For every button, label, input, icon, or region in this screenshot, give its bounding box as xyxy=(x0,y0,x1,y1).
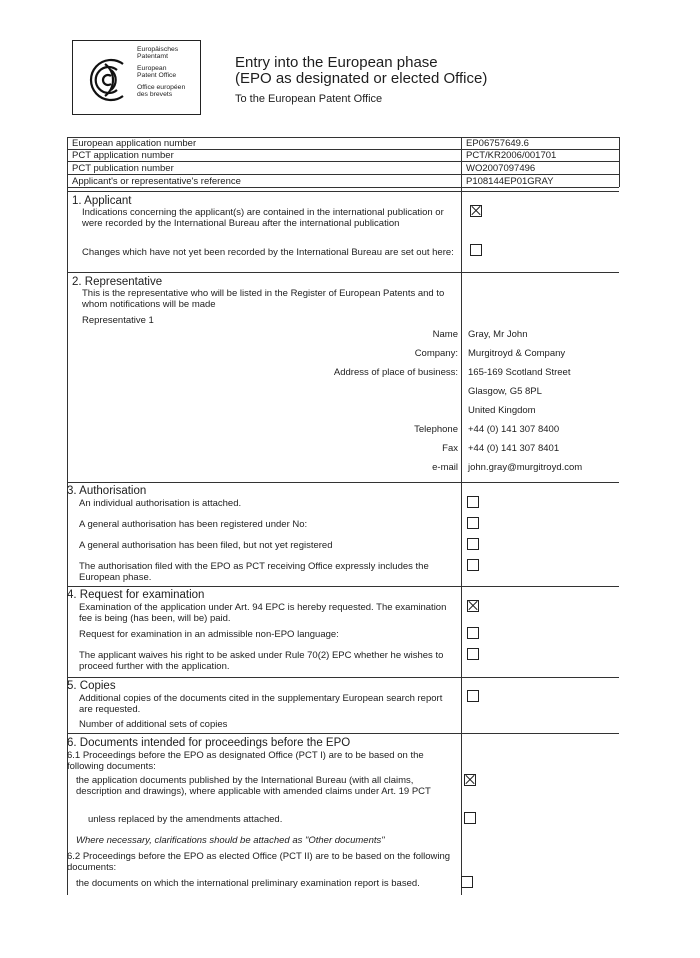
examination-requested-checkbox[interactable] xyxy=(467,600,479,612)
authorisation-general-registered-text: A general authorisation has been registered under No: xyxy=(79,519,308,530)
rep-address-line1: 165-169 Scotland Street xyxy=(468,367,571,378)
rep-company-value: Murgitroyd & Company xyxy=(468,348,566,359)
authorisation-general-filed-checkbox[interactable] xyxy=(467,538,479,550)
id-label-pct-application-number: PCT application number xyxy=(72,150,174,161)
rep-address-line3: United Kingdom xyxy=(468,405,536,416)
rep-email-label: e-mail xyxy=(432,462,458,473)
section-divider xyxy=(67,272,619,273)
section-3-heading: 3. Authorisation xyxy=(67,485,147,497)
logo-line: Europäisches xyxy=(137,46,179,53)
rep-name-label: Name xyxy=(432,329,458,340)
documents-amendments-checkbox[interactable] xyxy=(464,812,476,824)
logo-line: Office européen xyxy=(137,83,186,91)
logo-line: Patentamt xyxy=(137,53,168,61)
rep-address-label: Address of place of business: xyxy=(333,367,458,378)
section-divider xyxy=(67,482,619,483)
section-1-heading: 1. Applicant xyxy=(72,195,132,207)
section-6-heading: 6. Documents intended for proceedings before the EPO xyxy=(67,737,351,749)
examination-requested-text: Examination of the application under Art. 94 EPC is hereby requested. The examination fee is being (has been, will be) paid. xyxy=(79,602,447,624)
logo-line: Patent Office xyxy=(137,72,177,80)
epo-logo xyxy=(72,40,201,115)
documents-pct2-intro: 6.2 Proceedings before the EPO as elected Office (PCT II) are to be based on the following documents: xyxy=(67,851,451,873)
rep-name-value: Gray, Mr John xyxy=(468,329,528,340)
logo-line: European xyxy=(137,64,167,72)
authorisation-pct-office-checkbox[interactable] xyxy=(467,559,479,571)
documents-pct1-intro: 6.1 Proceedings before the EPO as designated Office (PCT I) are to be based on the following documents: xyxy=(67,750,424,772)
documents-published-checkbox[interactable] xyxy=(464,774,476,786)
applicant-indications-checkbox[interactable] xyxy=(470,205,482,217)
authorisation-general-filed-text: A general authorisation has been filed, but not yet registered xyxy=(79,540,333,551)
id-value-pct-application-number: PCT/KR2006/001701 xyxy=(466,150,557,161)
rep-company-label: Company: xyxy=(414,348,458,359)
rep-email-value: john.gray@murgitroyd.com xyxy=(468,462,583,473)
id-values-border-right xyxy=(619,137,620,187)
rep-fax-value: +44 (0) 141 307 8401 xyxy=(468,443,560,454)
authorisation-general-registered-checkbox[interactable] xyxy=(467,517,479,529)
authorisation-individual-text: An individual authorisation is attached. xyxy=(79,498,242,509)
examination-waiver-checkbox[interactable] xyxy=(467,648,479,660)
id-value-reference: P108144EP01GRAY xyxy=(466,176,554,187)
applicant-indications-text: Indications concerning the applicant(s) are contained in the international publication or were recorded by the International Bureau after the international publication xyxy=(82,207,444,229)
section-divider xyxy=(67,733,619,734)
examination-language-checkbox[interactable] xyxy=(467,627,479,639)
page-title-line1: Entry into the European phase xyxy=(235,54,438,71)
id-value-application-number: EP06757649.6 xyxy=(466,138,529,149)
form-divider-vertical xyxy=(461,137,462,895)
epo-emblem-icon xyxy=(79,51,139,106)
section-2-heading: 2. Representative xyxy=(72,276,163,288)
rep-telephone-label: Telephone xyxy=(414,424,458,435)
documents-iper-text: the documents on which the international preliminary examination report is based. xyxy=(76,878,420,889)
logo-text-block xyxy=(137,46,185,98)
id-label-pct-publication-number: PCT publication number xyxy=(72,163,174,174)
section-4-heading: 4. Request for examination xyxy=(67,589,205,601)
examination-language-text: Request for examination in an admissible non-EPO language: xyxy=(79,629,339,640)
examination-waiver-text: The applicant waives his right to be asked under Rule 70(2) EPC whether he wishes to proceed further with the application. xyxy=(79,650,444,672)
logo-line: des brevets xyxy=(137,91,173,99)
section-divider xyxy=(67,586,619,587)
copies-number-label: Number of additional sets of copies xyxy=(79,719,228,730)
documents-iper-checkbox[interactable] xyxy=(461,876,473,888)
rep-fax-label: Fax xyxy=(442,443,458,454)
rep-address-line2: Glasgow, G5 8PL xyxy=(468,386,542,397)
id-value-pct-publication-number: WO2007097496 xyxy=(466,163,536,174)
applicant-changes-checkbox[interactable] xyxy=(470,244,482,256)
copies-requested-checkbox[interactable] xyxy=(467,690,479,702)
section-divider xyxy=(67,677,619,678)
documents-clarification-note: Where necessary, clarifications should be attached as "Other documents" xyxy=(76,835,385,846)
documents-amendments-text: unless replaced by the amendments attached. xyxy=(88,814,283,825)
section-5-heading: 5. Copies xyxy=(67,680,116,692)
page-title-line2: (EPO as designated or elected Office) xyxy=(235,70,488,87)
form-border-left xyxy=(67,137,68,895)
documents-published-text: the application documents published by the International Bureau (with all claims, description and drawings), where applicable with amended claims under Art. 19 PCT xyxy=(76,775,431,797)
id-label-application-number: European application number xyxy=(72,138,197,149)
copies-requested-text: Additional copies of the documents cited in the supplementary European search report are requested. xyxy=(79,693,443,715)
rep-telephone-value: +44 (0) 141 307 8400 xyxy=(468,424,560,435)
representative-number-label: Representative 1 xyxy=(82,315,154,326)
applicant-changes-text: Changes which have not yet been recorded by the International Bureau are set out here: xyxy=(82,247,454,258)
authorisation-individual-checkbox[interactable] xyxy=(467,496,479,508)
representative-register-text: This is the representative who will be listed in the Register of European Patents and to whom notifications will be made xyxy=(82,288,445,310)
id-label-reference: Applicant's or representative's reference xyxy=(72,176,241,187)
section-divider xyxy=(67,191,619,192)
page-subtitle: To the European Patent Office xyxy=(235,93,383,105)
authorisation-pct-office-text: The authorisation filed with the EPO as PCT receiving Office expressly includes the European phase. xyxy=(79,561,429,583)
